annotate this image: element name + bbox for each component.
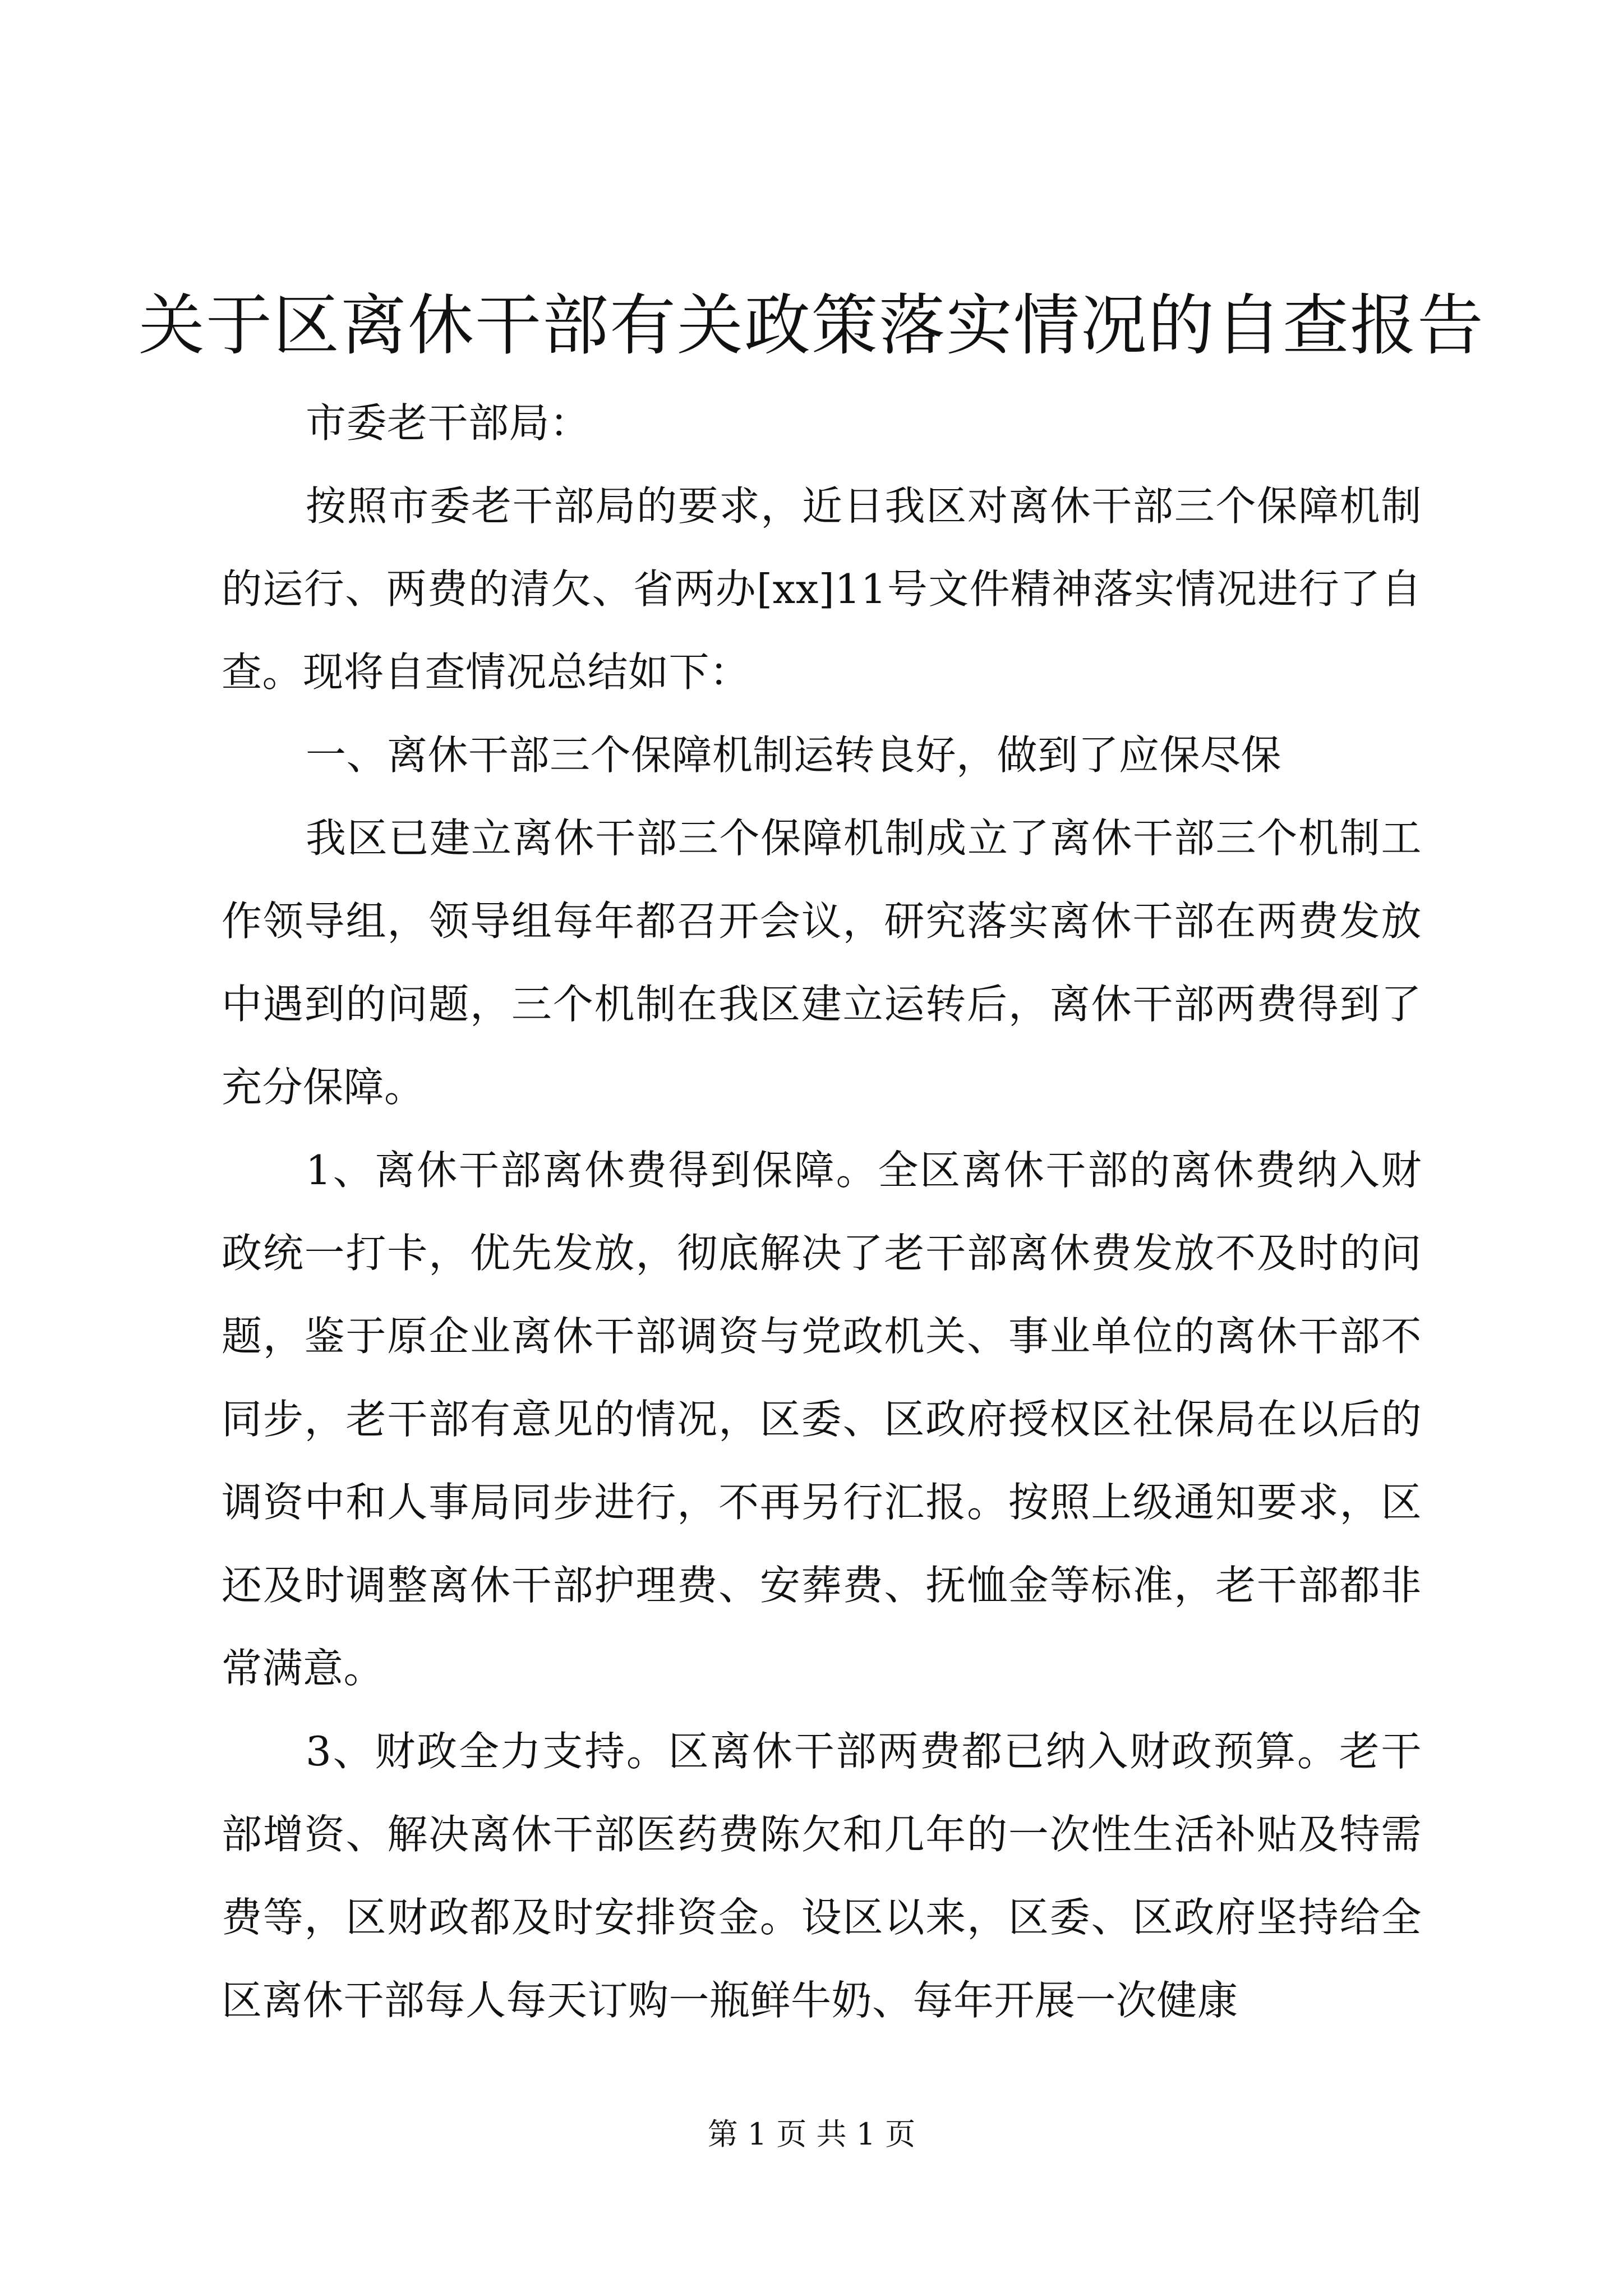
paragraph-item-1: 1、离休干部离休费得到保障。全区离休干部的离休费纳入财政统一打卡，优先发放，彻底解决了老干部离休费发放不及时的问题，鉴于原企业离休干部调资与党政机关、事业单位的离休干部不同步，老干部有意见的情况，区委、区政府授权区社保局在以后的调资中和人事局同步进行，不再另行汇报。按照上级通知要求，区还及时调整离休干部护理费、安葬费、抚恤金等标准，老干部都非常满意。 xyxy=(222,1147,1422,1692)
section-heading-1: 一、离休干部三个保障机制运转良好，做到了应保尽保 xyxy=(306,731,1282,779)
document-body xyxy=(222,381,1422,2042)
page-footer: 第 1 页 共 1 页 xyxy=(707,2116,916,2152)
document-title: 关于区离休干部有关政策落实情况的自查报告 xyxy=(138,287,1484,364)
paragraph-mechanism: 我区已建立离休干部三个保障机制成立了离休干部三个机制工作领导组，领导组每年都召开会议，研究落实离休干部在两费发放中遇到的问题，三个机制在我区建立运转后，离休干部两费得到了充分保障。 xyxy=(222,815,1422,1111)
salutation: 市委老干部局： xyxy=(306,399,591,447)
paragraph-intro: 按照市委老干部局的要求，近日我区对离休干部三个保障机制的运行、两费的清欠、省两办[xx]11号文件精神落实情况进行了自查。现将自查情况总结如下： xyxy=(222,482,1422,696)
paragraph-item-3: 3、财政全力支持。区离休干部两费都已纳入财政预算。老干部增资、解决离休干部医药费陈欠和几年的一次性生活补贴及特需费等，区财政都及时安排资金。设区以来，区委、区政府坚持给全区离休干部每人每天订购一瓶鲜牛奶、每年开展一次健康 xyxy=(222,1728,1422,2024)
